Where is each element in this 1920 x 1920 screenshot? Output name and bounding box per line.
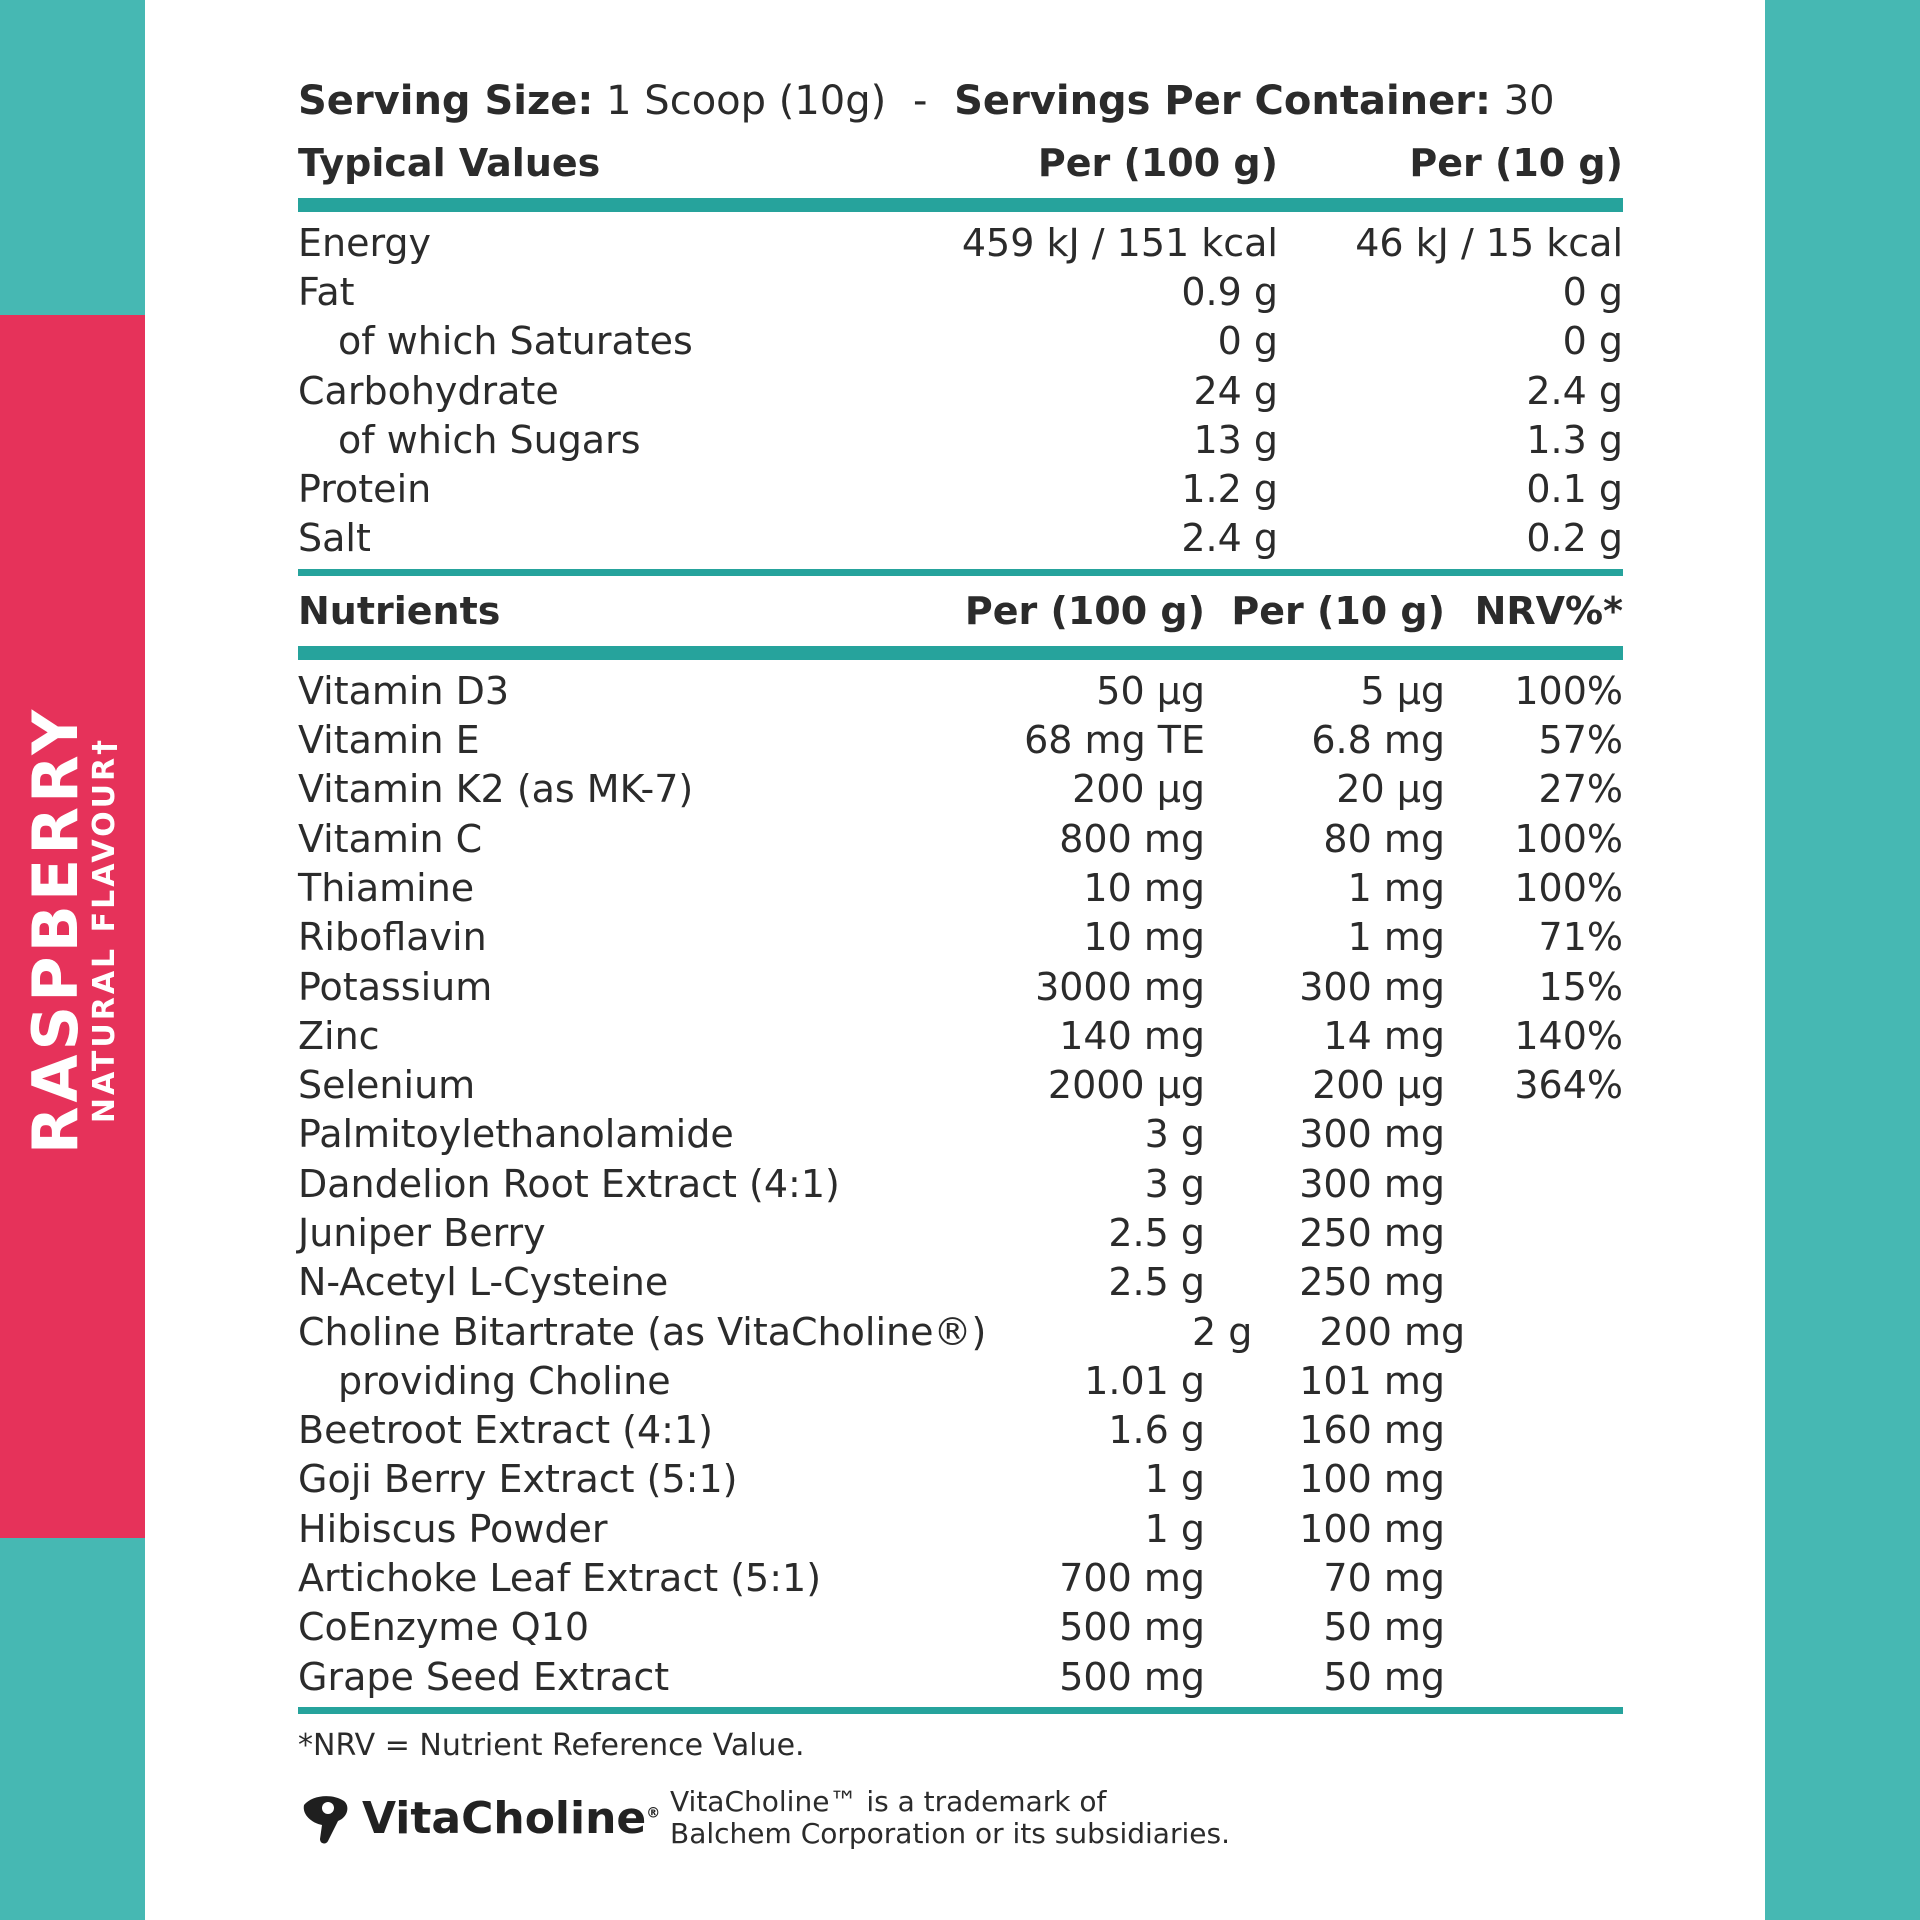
nutrient-row-name: Selenium [298, 1063, 476, 1108]
typical-row-per10: 46 kJ / 15 kcal [1355, 220, 1623, 265]
nutrients-bottom-rule [298, 1707, 1623, 1714]
nutrient-row-per10: 300 mg [1299, 1112, 1445, 1157]
typical-row-per100: 2.4 g [1181, 516, 1278, 561]
nutrient-row-per100: 1 g [1144, 1457, 1205, 1502]
typical-row [298, 218, 1623, 267]
trademark-line-2: Balchem Corporation or its subsidiaries. [670, 1817, 1230, 1851]
nutrient-row [298, 814, 1623, 863]
serving-separator: - [912, 78, 928, 124]
typical-row-per100: 0 g [1217, 319, 1278, 364]
nutrient-row-per100: 10 mg [1083, 915, 1205, 960]
typical-row [298, 464, 1623, 513]
nutrient-row-per10: 100 mg [1299, 1506, 1445, 1551]
serving-line [298, 70, 1623, 132]
typical-row-name: Protein [298, 467, 432, 512]
serving-size-value: 1 Scoop (10g) [606, 78, 887, 124]
nutrient-row-per10: 200 µg [1312, 1063, 1445, 1108]
nutrient-row-per10: 200 mg [1319, 1309, 1466, 1354]
nutrients-header-nrv: NRV%* [1474, 589, 1623, 634]
typical-values-header [298, 132, 1623, 194]
typical-row-per100: 0.9 g [1181, 269, 1278, 314]
nutrient-row-per10: 250 mg [1299, 1260, 1445, 1305]
nutrient-row-per100: 1.6 g [1108, 1408, 1205, 1453]
trademark-note [670, 1786, 1230, 1850]
nutrient-row [298, 1553, 1623, 1602]
nutrient-row-name: Vitamin C [298, 816, 483, 861]
nutrient-row [298, 1307, 1623, 1356]
flavour-subtitle: NATURAL FLAVOUR† [87, 736, 122, 1124]
nutrient-row-nrv: 100% [1514, 865, 1623, 910]
nutrients-header-per100: Per (100 g) [964, 589, 1205, 634]
nutrient-row-name: Artichoke Leaf Extract (5:1) [298, 1556, 822, 1601]
nutrient-row-per100: 2000 µg [1047, 1063, 1205, 1108]
typical-row-name: Fat [298, 269, 355, 314]
nutrient-row [298, 1504, 1623, 1553]
nutrient-row [298, 863, 1623, 912]
nutrient-row-name: Dandelion Root Extract (4:1) [298, 1161, 840, 1206]
nutrient-row [298, 962, 1623, 1011]
nutrient-row [298, 715, 1623, 764]
nutrient-row [298, 666, 1623, 715]
nutrient-row [298, 913, 1623, 962]
nutrient-row-per10: 160 mg [1299, 1408, 1445, 1453]
nutrient-row-per10: 80 mg [1323, 816, 1445, 861]
nutrient-row-name: Vitamin E [298, 718, 480, 763]
nutrient-row-per10: 50 mg [1323, 1654, 1445, 1699]
nutrient-row-per100: 800 mg [1059, 816, 1205, 861]
nutrient-row-per10: 300 mg [1299, 1161, 1445, 1206]
typical-row-per100: 1.2 g [1181, 467, 1278, 512]
nutrient-row [298, 1011, 1623, 1060]
nutrient-row-per100: 200 µg [1072, 767, 1205, 812]
nutrient-row [298, 1110, 1623, 1159]
nutrient-row-nrv: 100% [1514, 816, 1623, 861]
typical-row-per10: 0.1 g [1526, 467, 1623, 512]
nutrient-row [298, 1258, 1623, 1307]
nutrient-row-nrv: 15% [1538, 964, 1623, 1009]
nutrient-row [298, 1603, 1623, 1652]
nutrient-row-per10: 50 mg [1323, 1605, 1445, 1650]
nutrients-header-per10: Per (10 g) [1231, 589, 1445, 634]
nutrient-row-per100: 50 µg [1096, 668, 1205, 713]
nutrient-row-nrv: 71% [1538, 915, 1623, 960]
nutrient-row [298, 765, 1623, 814]
typical-row-name: Salt [298, 516, 371, 561]
nutrient-row-per100: 1.01 g [1084, 1358, 1205, 1403]
nutrient-row-nrv: 57% [1538, 718, 1623, 763]
nrv-footnote: *NRV = Nutrient Reference Value. [298, 1728, 805, 1764]
nutrient-row-name: Thiamine [298, 865, 475, 910]
typical-row-per10: 0 g [1562, 269, 1623, 314]
vitacholine-logo [298, 1791, 670, 1845]
nutrient-row-per10: 1 mg [1347, 915, 1445, 960]
nutrient-row [298, 1356, 1623, 1405]
servings-per-container-value: 30 [1503, 78, 1555, 124]
trademark-line-1: VitaCholine™ is a trademark of [670, 1785, 1107, 1819]
nutrient-row-name: Vitamin K2 (as MK-7) [298, 767, 694, 812]
nutrient-row-per10: 20 µg [1336, 767, 1445, 812]
nutrients-header-name: Nutrients [298, 589, 501, 634]
typical-header-name: Typical Values [298, 141, 601, 185]
typical-row [298, 317, 1623, 366]
nutrition-panel [298, 70, 1623, 1850]
typical-row [298, 366, 1623, 415]
nutrient-row-name: CoEnzyme Q10 [298, 1605, 590, 1650]
nutrient-row-nrv: 27% [1538, 767, 1623, 812]
typical-row-name: Carbohydrate [298, 368, 559, 413]
nutrient-row-per100: 2.5 g [1108, 1210, 1205, 1255]
typical-header-per10: Per (10 g) [1409, 141, 1623, 185]
nutrient-row-name: Hibiscus Powder [298, 1506, 608, 1551]
nutrient-row-name: Palmitoylethanolamide [298, 1112, 734, 1157]
nutrient-row-name: providing Choline [338, 1358, 671, 1403]
typical-row [298, 267, 1623, 316]
nutrient-row-per100: 140 mg [1059, 1013, 1205, 1058]
typical-row-name: of which Saturates [338, 319, 693, 364]
typical-row-per10: 2.4 g [1526, 368, 1623, 413]
nutrient-row [298, 1060, 1623, 1109]
nutrient-row [298, 1455, 1623, 1504]
nutrient-row-per100: 3 g [1144, 1112, 1205, 1157]
typical-row-per10: 1.3 g [1526, 417, 1623, 462]
typical-header-per100: Per (100 g) [1037, 141, 1278, 185]
nutrient-row-per10: 14 mg [1323, 1013, 1445, 1058]
flavour-name: RASPBERRY [19, 705, 92, 1155]
typical-values-table [298, 218, 1623, 563]
typical-header-rule [298, 198, 1623, 212]
nutrient-row [298, 1159, 1623, 1208]
nutrient-row-name: Goji Berry Extract (5:1) [298, 1457, 738, 1502]
typical-row-per10: 0.2 g [1526, 516, 1623, 561]
nutrient-row-nrv: 140% [1514, 1013, 1623, 1058]
nutrient-row-name: N-Acetyl L-Cysteine [298, 1260, 669, 1305]
nutrient-row-name: Juniper Berry [298, 1210, 546, 1255]
nutrient-row-name: Beetroot Extract (4:1) [298, 1408, 713, 1453]
nutrient-row-per10: 101 mg [1299, 1358, 1445, 1403]
nutrient-row-per100: 3 g [1144, 1161, 1205, 1206]
nutrient-row-name: Potassium [298, 964, 493, 1009]
nutrient-row-per100: 10 mg [1083, 865, 1205, 910]
nutrient-row [298, 1406, 1623, 1455]
nutrient-row-name: Vitamin D3 [298, 668, 510, 713]
typical-row-per100: 24 g [1193, 368, 1278, 413]
nutrient-row-per100: 500 mg [1059, 1605, 1205, 1650]
nutrient-row [298, 1652, 1623, 1701]
typical-row-per100: 13 g [1193, 417, 1278, 462]
nutrient-row-name: Choline Bitartrate (as VitaCholine®) [298, 1309, 987, 1354]
serving-size-label: Serving Size: [298, 78, 594, 124]
nutrient-row-per100: 500 mg [1059, 1654, 1205, 1699]
nutrient-row-per10: 1 mg [1347, 865, 1445, 910]
nutrient-row-name: Zinc [298, 1013, 380, 1058]
nutrient-row-per10: 100 mg [1299, 1457, 1445, 1502]
nutrient-row-per100: 700 mg [1059, 1556, 1205, 1601]
nutrient-row-per100: 1 g [1144, 1506, 1205, 1551]
servings-per-container-label: Servings Per Container: [954, 78, 1491, 124]
typical-row [298, 514, 1623, 563]
nutrient-row-per100: 2 g [1191, 1309, 1253, 1354]
nutrients-table [298, 666, 1623, 1701]
brand-block [298, 1786, 1623, 1850]
nutrients-header-rule [298, 646, 1623, 660]
nutrient-row-name: Grape Seed Extract [298, 1654, 670, 1699]
typical-bottom-rule [298, 569, 1623, 576]
typical-row-per10: 0 g [1562, 319, 1623, 364]
nutrient-row-per10: 6.8 mg [1311, 718, 1445, 763]
nutrient-row-name: Riboflavin [298, 915, 487, 960]
typical-row [298, 415, 1623, 464]
nutrient-row-per100: 68 mg TE [1024, 718, 1205, 763]
nutrients-header [298, 580, 1623, 642]
nutrient-row-per10: 70 mg [1323, 1556, 1445, 1601]
vitacholine-wordmark: VitaCholine® [362, 1792, 661, 1844]
right-teal-strip [1765, 0, 1920, 1920]
nutrient-row-per100: 2.5 g [1108, 1260, 1205, 1305]
nutrient-row [298, 1208, 1623, 1257]
typical-row-per100: 459 kJ / 151 kcal [961, 220, 1278, 265]
nutrient-row-per100: 3000 mg [1035, 964, 1205, 1009]
nutrient-row-nrv: 364% [1514, 1063, 1623, 1108]
nutrient-row-per10: 250 mg [1299, 1210, 1445, 1255]
flavour-label [19, 630, 122, 1230]
vitacholine-mark-icon [298, 1791, 352, 1845]
typical-row-name: Energy [298, 220, 432, 265]
nutrient-row-nrv: 100% [1514, 668, 1623, 713]
nutrient-row-per10: 300 mg [1299, 964, 1445, 1009]
nutrient-row-per10: 5 µg [1360, 668, 1445, 713]
typical-row-name: of which Sugars [338, 417, 641, 462]
